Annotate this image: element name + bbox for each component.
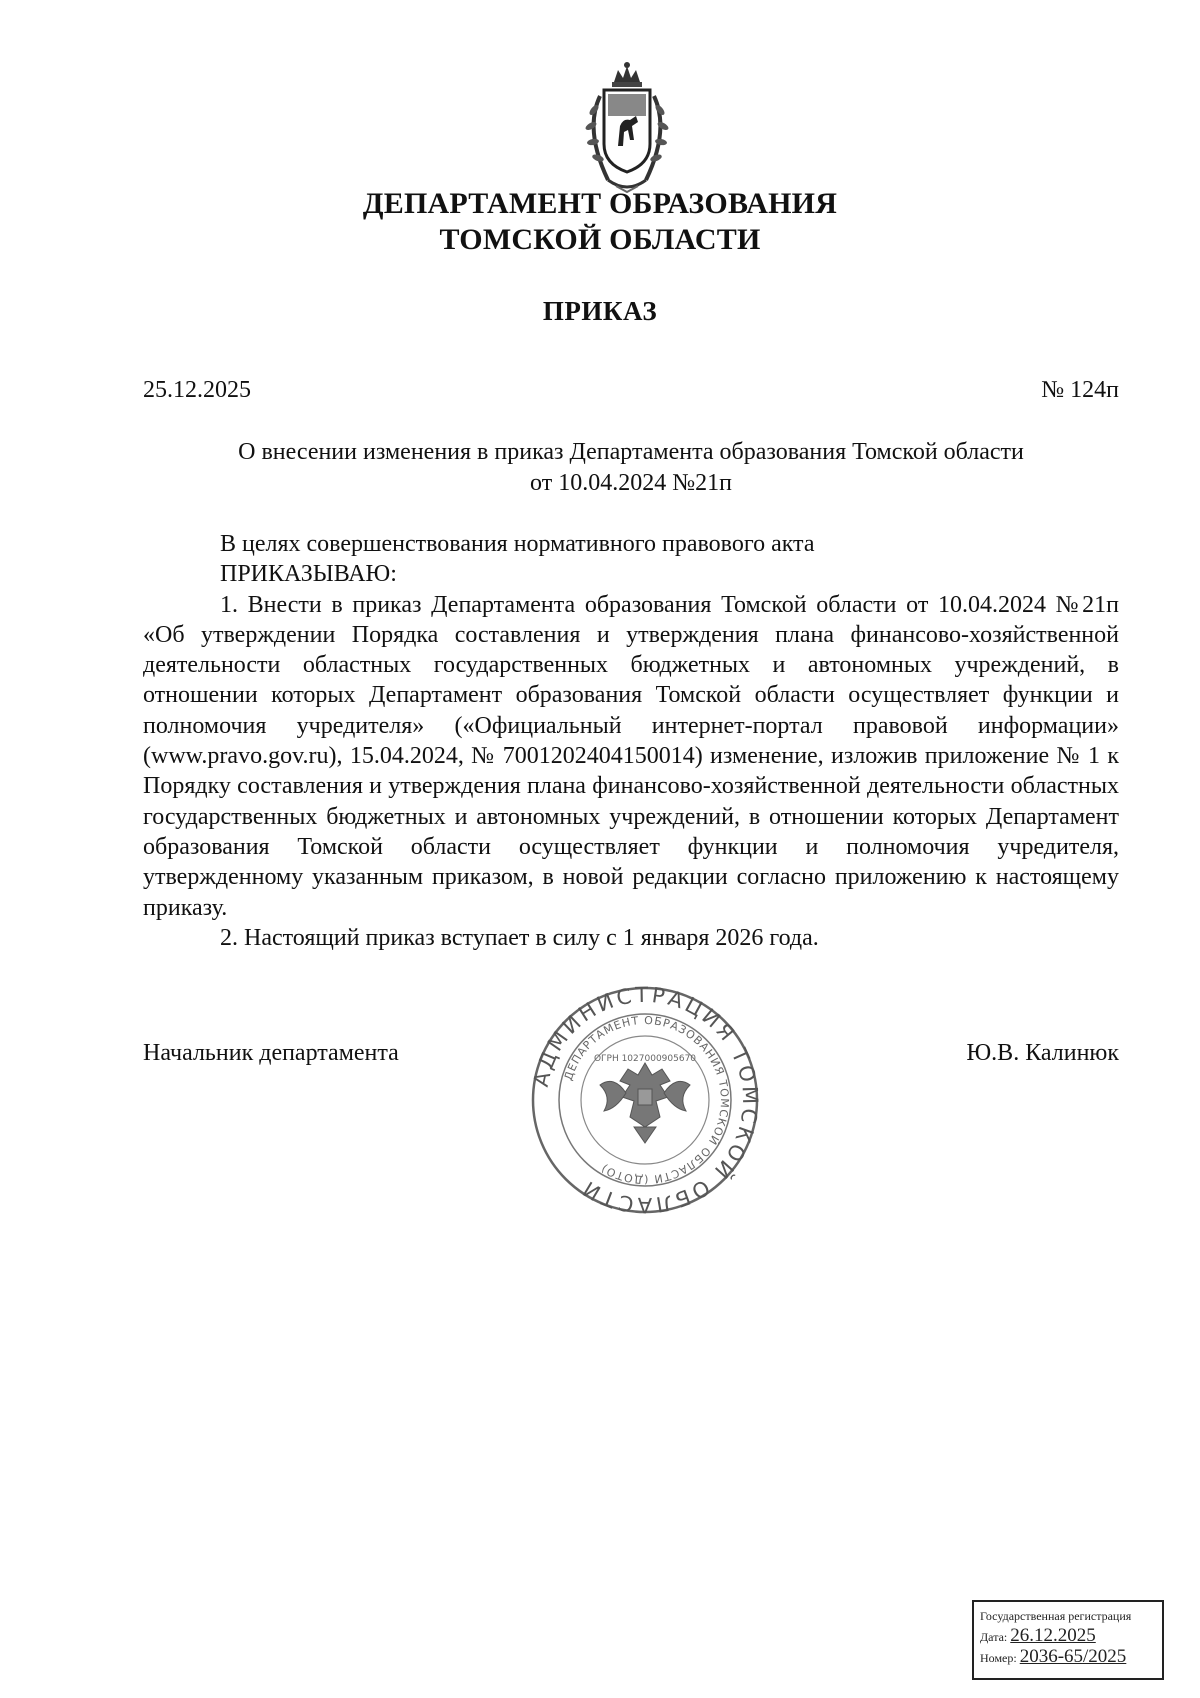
order-subject-line2: от 10.04.2024 №21п xyxy=(530,470,732,496)
department-title-line1: ДЕПАРТАМЕНТ ОБРАЗОВАНИЯ xyxy=(362,187,838,220)
registration-date: 26.12.2025 xyxy=(1010,1625,1096,1646)
registration-number: 2036-65/2025 xyxy=(1019,1646,1127,1667)
registration-number-row xyxy=(980,1647,1156,1668)
stamp-inner-text: ДЕПАРТАМЕНТ ОБРАЗОВАНИЯ ТОМСКОЙ ОБЛАСТИ (ДОТО) xyxy=(561,1013,732,1187)
document-type: ПРИКАЗ xyxy=(542,296,658,326)
signer-position: Начальник департамента xyxy=(143,1040,399,1066)
order-word: ПРИКАЗЫВАЮ: xyxy=(220,561,397,588)
order-body xyxy=(143,529,1119,953)
department-title-line2: ТОМСКОЙ ОБЛАСТИ xyxy=(439,223,761,256)
registration-title: Государственная регистрация xyxy=(980,1609,1132,1623)
stamp-outer-text: АДМИНИСТРАЦИЯ ТОМСКОЙ ОБЛАСТИ xyxy=(530,985,760,1215)
department-title xyxy=(0,186,1200,258)
registration-number-label: Номер: xyxy=(980,1651,1017,1665)
order-date: 25.12.2025 xyxy=(143,377,251,403)
order-item-1: 1. Внести в приказ Департамента образования Томской области от 10.04.2024 №21п «Об утверждении Порядка составления и утверждения плана финансово-хозяйственной деятельности областных государственных бюджетных и автономных учреждений, в отношении которых Департамент образования Томской области осуществляет функции и полномочия учредителя» («Официальный интернет-портал правовой информации» (www.pravo.gov.ru), 15.04.2024, № 7001202404150014) изменение, изложив приложение № 1 к Порядку составления и утверждения плана финансово-хозяйственной деятельности областных государственных бюджетных и автономных учреждений, в отношении которых Департамент образования Томской области осуществляет функции и полномочия учредителя, утвержденному указанным приказом, в новой редакции согласно приложению к настоящему приказу. xyxy=(143,591,1119,921)
stamp-ogrn: ОГРН 1027000905670 xyxy=(593,1054,697,1064)
registration-date-row xyxy=(980,1626,1156,1647)
order-subject xyxy=(143,437,1119,499)
order-number: № 124п xyxy=(1041,377,1119,403)
seal-icon xyxy=(530,985,760,1215)
preamble: В целях совершенствования нормативного правового акта xyxy=(220,531,815,557)
order-subject-line1: О внесении изменения в приказ Департамента образования Томской области xyxy=(238,439,1024,465)
registration-box xyxy=(972,1600,1164,1680)
official-stamp xyxy=(530,985,760,1215)
order-item-2: 2. Настоящий приказ вступает в силу с 1 января 2026 года. xyxy=(220,924,819,951)
coat-of-arms-icon xyxy=(568,60,686,200)
registration-date-label: Дата: xyxy=(980,1630,1008,1644)
signer-name: Ю.В. Калинюк xyxy=(966,1040,1119,1066)
tomsk-oblast-emblem xyxy=(568,60,686,200)
